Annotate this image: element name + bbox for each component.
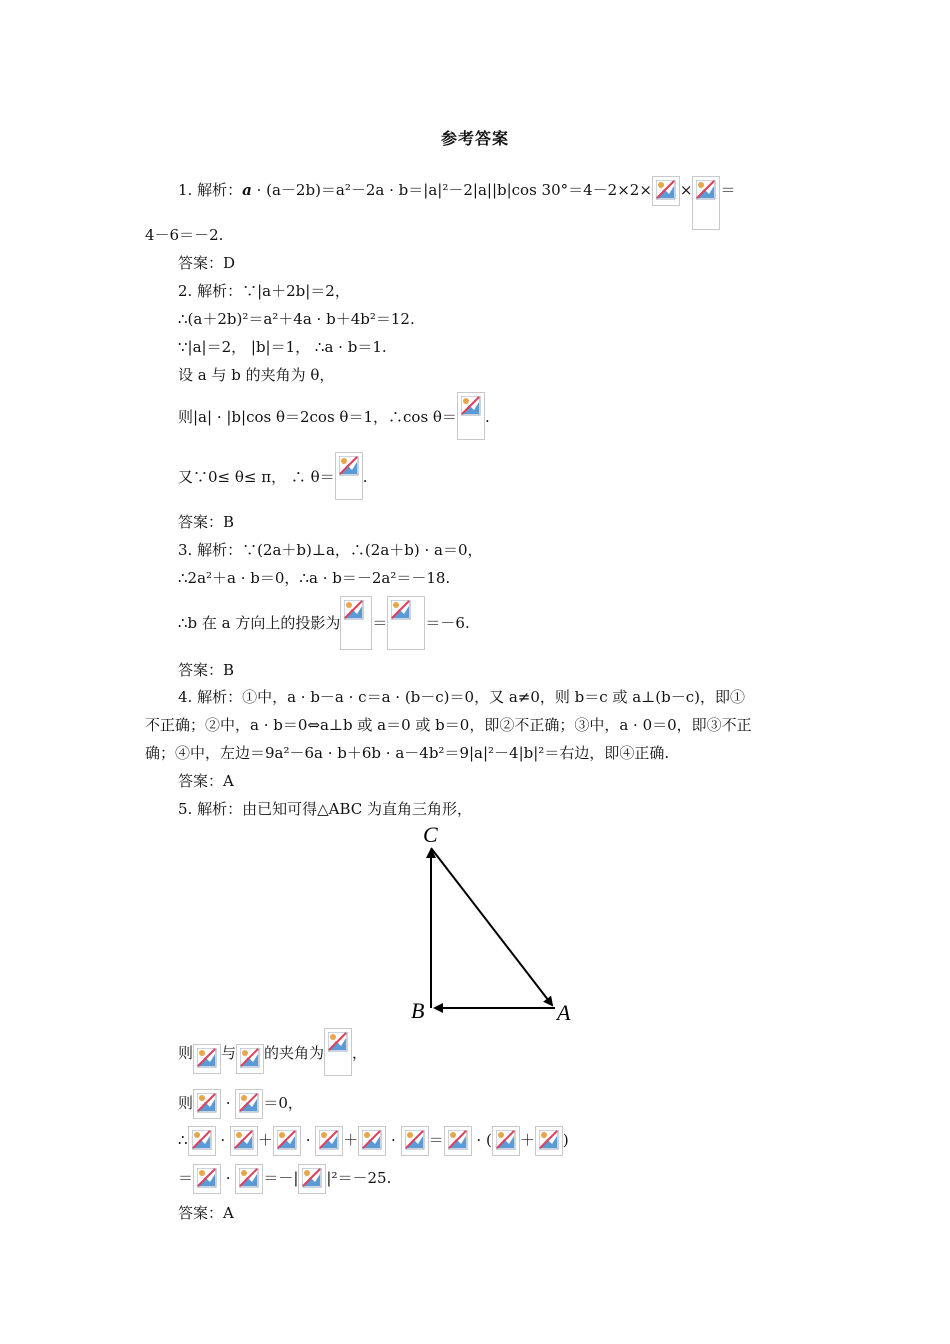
q2-theta-text: 又∵0≤ θ≤ π， ∴ θ＝ xyxy=(178,468,335,486)
q3-line-3 xyxy=(178,596,470,650)
right-triangle-figure xyxy=(395,820,585,1025)
q5-text: ＝0， xyxy=(263,1094,303,1112)
vector-image-icon xyxy=(401,1126,429,1156)
q2-answer: 答案：B xyxy=(178,513,235,531)
plus-sign: ＋ xyxy=(519,1131,535,1149)
q3-result: ＝－6. xyxy=(425,614,470,632)
vector-image-icon xyxy=(535,1126,563,1156)
q5-text: 则 xyxy=(178,1044,194,1062)
period: . xyxy=(362,468,368,486)
q2-line-5 xyxy=(178,392,490,440)
vector-image-icon xyxy=(193,1164,221,1194)
vector-image-icon xyxy=(236,1044,264,1074)
equals-sign: ＝ xyxy=(428,1131,444,1149)
q2-line-2: ∴(a＋2b)²＝a²＋4a · b＋4b²＝12. xyxy=(178,310,415,328)
formula-image-icon xyxy=(324,1028,352,1076)
vector-image-icon xyxy=(315,1126,343,1156)
equals-sign: ＝ xyxy=(178,1169,194,1187)
q4-line-3: 确；④中，左边＝9a²－6a · b＋6b · a－4b²＝9|a|²－4|b|²＝右边，即④正确. xyxy=(145,744,670,762)
formula-image-icon xyxy=(340,596,372,650)
q5-line-1: 5. 解析：由已知可得△ABC 为直角三角形， xyxy=(178,800,472,818)
formula-image-icon xyxy=(387,596,425,650)
vertex-label-c: C xyxy=(423,822,438,847)
q2-line-4: 设 a 与 b 的夹角为 θ， xyxy=(178,366,335,384)
dot-operator: · xyxy=(391,1131,396,1149)
formula-image-icon xyxy=(652,176,680,206)
equals-sign: ＝ xyxy=(372,614,388,632)
formula-image-icon xyxy=(335,452,363,500)
vector-image-icon xyxy=(358,1126,386,1156)
q5-result: |²＝－25. xyxy=(326,1169,392,1187)
dot-operator: · xyxy=(225,1169,231,1187)
dot-operator: · xyxy=(225,1094,231,1112)
times-sign: × xyxy=(679,181,693,199)
q2-line-3: ∵|a|＝2， |b|＝1， ∴a · b＝1. xyxy=(178,338,387,356)
q5-text: 的夹角为 xyxy=(264,1044,325,1062)
vector-image-icon xyxy=(230,1126,258,1156)
equals-sign: ＝ xyxy=(720,181,736,199)
q2-line-1: 2. 解析：∵|a＋2b|＝2， xyxy=(178,282,350,300)
vector-image-icon xyxy=(444,1126,472,1156)
comma: ， xyxy=(352,1044,368,1062)
q4-line-1: 4. 解析：①中，a · b－a · c＝a · (b－c)＝0，又 a≠0，则 b＝c 或 a⊥(b－c)，即① xyxy=(178,688,745,706)
vector-image-icon xyxy=(235,1089,263,1119)
formula-image-icon xyxy=(457,392,485,440)
q1-answer: 答案：D xyxy=(178,254,236,272)
formula-image-icon xyxy=(692,176,720,230)
vector-image-icon xyxy=(492,1126,520,1156)
vector-image-icon xyxy=(193,1089,221,1119)
dot-operator: · xyxy=(305,1131,311,1149)
q5-line-5 xyxy=(178,1164,391,1194)
right-paren: ) xyxy=(562,1131,569,1149)
q1-line-1: 1. 解析：a · (a－2b)＝a²－2a · b＝|a|²－2|a||b|cos 30°＝4－2×2× × ＝ xyxy=(178,176,736,230)
vector-image-icon xyxy=(188,1126,216,1156)
plus-sign: ＋ xyxy=(343,1131,359,1149)
vertex-label-b: B xyxy=(411,998,425,1023)
q5-line-4 xyxy=(178,1126,569,1156)
vector-image-icon xyxy=(235,1164,263,1194)
q5-line-3 xyxy=(178,1089,303,1119)
q1-line-2: 4－6＝－2. xyxy=(145,226,224,244)
vertex-label-a: A xyxy=(557,1000,571,1025)
q3-line-1: 3. 解析：∵(2a＋b)⊥a，∴(2a＋b) · a＝0， xyxy=(178,541,483,559)
q5-line-2 xyxy=(178,1028,367,1076)
period: . xyxy=(484,408,490,426)
vector-image-icon xyxy=(273,1126,301,1156)
q5-answer: 答案：A xyxy=(178,1204,234,1222)
q3-projection-text: ∴b 在 a 方向上的投影为 xyxy=(178,614,341,632)
q5-text: 与 xyxy=(221,1044,237,1062)
q3-answer: 答案：B xyxy=(178,661,235,679)
q4-line-2: 不正确；②中，a · b＝0⇔a⊥b 或 a＝0 或 b＝0，即②不正确；③中，a · 0＝0，即③不正 xyxy=(145,716,752,734)
left-paren: ( xyxy=(485,1131,492,1149)
plus-sign: ＋ xyxy=(257,1131,273,1149)
page-title: 参考答案 xyxy=(440,129,509,148)
q1-expression: (a－2b)＝a²－2a · b＝|a|²－2|a||b|cos 30°＝4－2×2× xyxy=(266,181,652,199)
q5-text: 则 xyxy=(178,1094,194,1112)
vector-ca xyxy=(431,848,552,1005)
q2-cos-text: 则|a| · |b|cos θ＝2cos θ＝1，∴cos θ＝ xyxy=(178,408,457,426)
dot-operator: · xyxy=(220,1131,226,1149)
vector-image-icon xyxy=(298,1164,326,1194)
therefore-sign: ∴ xyxy=(178,1131,188,1149)
vector-image-icon xyxy=(193,1044,221,1074)
dot-operator: · xyxy=(476,1131,482,1149)
q1-label: 1. 解析： xyxy=(178,181,243,199)
q3-line-2: ∴2a²＋a · b＝0，∴a · b＝－2a²＝－18. xyxy=(178,569,451,587)
q5-text: ＝－| xyxy=(263,1169,299,1187)
q2-line-6 xyxy=(178,452,367,500)
q4-answer: 答案：A xyxy=(178,772,234,790)
